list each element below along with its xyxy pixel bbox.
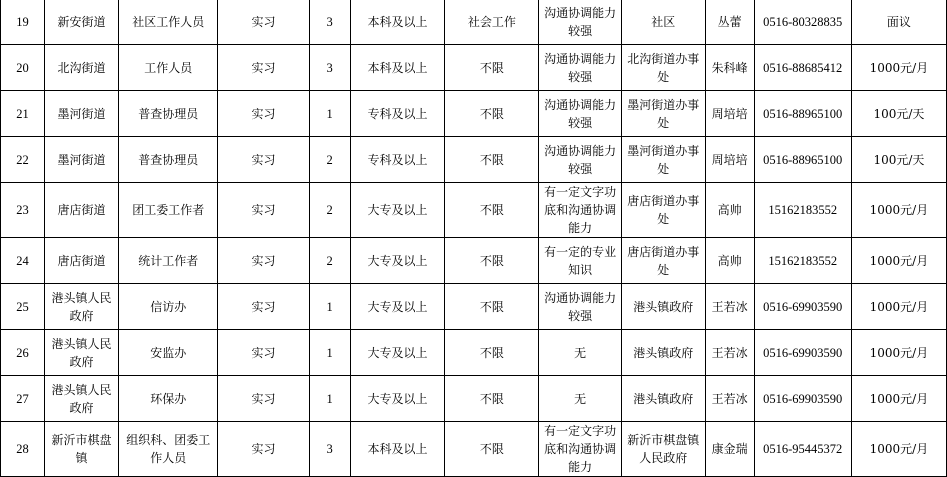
requirements-cell: 无 [539,376,622,422]
major-cell: 不限 [445,284,539,330]
table-row [1,0,947,45]
unit-name-cell: 唐店街道 [44,238,118,284]
major-cell: 不限 [445,91,539,137]
row-number-cell: 20 [1,45,45,91]
contact-phone-cell: 15162183552 [754,183,851,238]
major-cell: 不限 [445,183,539,238]
unit-name-cell: 新沂市棋盘镇 [44,422,118,477]
contact-phone-cell: 0516-88965100 [754,137,851,183]
position-type-cell: 实习 [218,0,309,45]
contact-phone-cell: 0516-69903590 [754,330,851,376]
unit-name-cell: 新安街道 [44,0,118,45]
headcount-cell: 3 [309,422,350,477]
headcount-cell: 1 [309,91,350,137]
work-location-cell: 墨河街道办事处 [622,91,706,137]
major-cell: 不限 [445,376,539,422]
requirements-cell: 沟通协调能力较强 [539,45,622,91]
requirements-cell: 沟通协调能力较强 [539,284,622,330]
education-cell: 大专及以上 [350,376,445,422]
education-cell: 大专及以上 [350,330,445,376]
major-cell: 不限 [445,45,539,91]
position-type-cell: 实习 [218,91,309,137]
position-type-cell: 实习 [218,330,309,376]
row-number-cell: 22 [1,137,45,183]
position-name-cell: 信访办 [119,284,218,330]
major-cell: 不限 [445,330,539,376]
work-location-cell: 唐店街道办事处 [622,183,706,238]
requirements-cell: 无 [539,330,622,376]
education-cell: 大专及以上 [350,238,445,284]
unit-name-cell: 港头镇人民政府 [44,330,118,376]
position-name-cell: 统计工作者 [119,238,218,284]
table-row [1,422,947,477]
education-cell: 本科及以上 [350,0,445,45]
headcount-cell: 3 [309,45,350,91]
requirements-cell: 有一定文字功底和沟通协调能力 [539,183,622,238]
position-name-cell: 安监办 [119,330,218,376]
unit-name-cell: 墨河街道 [44,91,118,137]
position-type-cell: 实习 [218,183,309,238]
position-type-cell: 实习 [218,376,309,422]
contact-phone-cell: 0516-88965100 [754,91,851,137]
table-row [1,137,947,183]
contact-person-cell: 王若冰 [705,376,754,422]
salary-cell: 1000元/月 [851,45,946,91]
contact-person-cell: 王若冰 [705,330,754,376]
salary-cell: 1000元/月 [851,238,946,284]
unit-name-cell: 北沟街道 [44,45,118,91]
education-cell: 大专及以上 [350,284,445,330]
headcount-cell: 3 [309,0,350,45]
contact-person-cell: 康金瑞 [705,422,754,477]
salary-cell: 1000元/月 [851,183,946,238]
education-cell: 专科及以上 [350,137,445,183]
salary-cell: 面议 [851,0,946,45]
salary-cell: 1000元/月 [851,330,946,376]
work-location-cell: 社区 [622,0,706,45]
major-cell: 不限 [445,238,539,284]
position-name-cell: 团工委工作者 [119,183,218,238]
row-number-cell: 21 [1,91,45,137]
requirements-cell: 沟通协调能力较强 [539,0,622,45]
salary-cell: 100元/天 [851,91,946,137]
work-location-cell: 墨河街道办事处 [622,137,706,183]
contact-person-cell: 周培培 [705,91,754,137]
unit-name-cell: 港头镇人民政府 [44,376,118,422]
table-body [1,0,947,477]
contact-person-cell: 王若冰 [705,284,754,330]
education-cell: 专科及以上 [350,91,445,137]
work-location-cell: 唐店街道办事处 [622,238,706,284]
headcount-cell: 2 [309,238,350,284]
contact-phone-cell: 0516-69903590 [754,376,851,422]
table-row [1,45,947,91]
education-cell: 本科及以上 [350,422,445,477]
table-row [1,376,947,422]
contact-person-cell: 丛蕾 [705,0,754,45]
requirements-cell: 有一定的专业知识 [539,238,622,284]
unit-name-cell: 唐店街道 [44,183,118,238]
row-number-cell: 28 [1,422,45,477]
row-number-cell: 26 [1,330,45,376]
position-name-cell: 普查协理员 [119,137,218,183]
headcount-cell: 1 [309,284,350,330]
position-name-cell: 社区工作人员 [119,0,218,45]
work-location-cell: 新沂市棋盘镇人民政府 [622,422,706,477]
contact-phone-cell: 15162183552 [754,238,851,284]
requirements-cell: 沟通协调能力较强 [539,91,622,137]
contact-phone-cell: 0516-69903590 [754,284,851,330]
major-cell: 不限 [445,422,539,477]
headcount-cell: 2 [309,183,350,238]
work-location-cell: 北沟街道办事处 [622,45,706,91]
position-type-cell: 实习 [218,284,309,330]
major-cell: 社会工作 [445,0,539,45]
table-row [1,284,947,330]
table-row [1,183,947,238]
contact-person-cell: 高帅 [705,238,754,284]
position-name-cell: 环保办 [119,376,218,422]
salary-cell: 1000元/月 [851,422,946,477]
major-cell: 不限 [445,137,539,183]
unit-name-cell: 港头镇人民政府 [44,284,118,330]
headcount-cell: 1 [309,330,350,376]
position-type-cell: 实习 [218,422,309,477]
work-location-cell: 港头镇政府 [622,376,706,422]
position-type-cell: 实习 [218,137,309,183]
headcount-cell: 1 [309,376,350,422]
work-location-cell: 港头镇政府 [622,330,706,376]
row-number-cell: 19 [1,0,45,45]
salary-cell: 1000元/月 [851,284,946,330]
position-name-cell: 普查协理员 [119,91,218,137]
row-number-cell: 23 [1,183,45,238]
row-number-cell: 25 [1,284,45,330]
salary-cell: 1000元/月 [851,376,946,422]
contact-person-cell: 朱科峰 [705,45,754,91]
work-location-cell: 港头镇政府 [622,284,706,330]
position-name-cell: 组织科、团委工作人员 [119,422,218,477]
position-type-cell: 实习 [218,45,309,91]
unit-name-cell: 墨河街道 [44,137,118,183]
row-number-cell: 27 [1,376,45,422]
table-row [1,91,947,137]
position-type-cell: 实习 [218,238,309,284]
position-name-cell: 工作人员 [119,45,218,91]
table-row [1,238,947,284]
headcount-cell: 2 [309,137,350,183]
requirements-cell: 有一定文字功底和沟通协调能力 [539,422,622,477]
contact-person-cell: 周培培 [705,137,754,183]
education-cell: 大专及以上 [350,183,445,238]
requirements-cell: 沟通协调能力较强 [539,137,622,183]
salary-cell: 100元/天 [851,137,946,183]
contact-phone-cell: 0516-88685412 [754,45,851,91]
education-cell: 本科及以上 [350,45,445,91]
contact-phone-cell: 0516-95445372 [754,422,851,477]
contact-person-cell: 高帅 [705,183,754,238]
contact-phone-cell: 0516-80328835 [754,0,851,45]
row-number-cell: 24 [1,238,45,284]
table-row [1,330,947,376]
